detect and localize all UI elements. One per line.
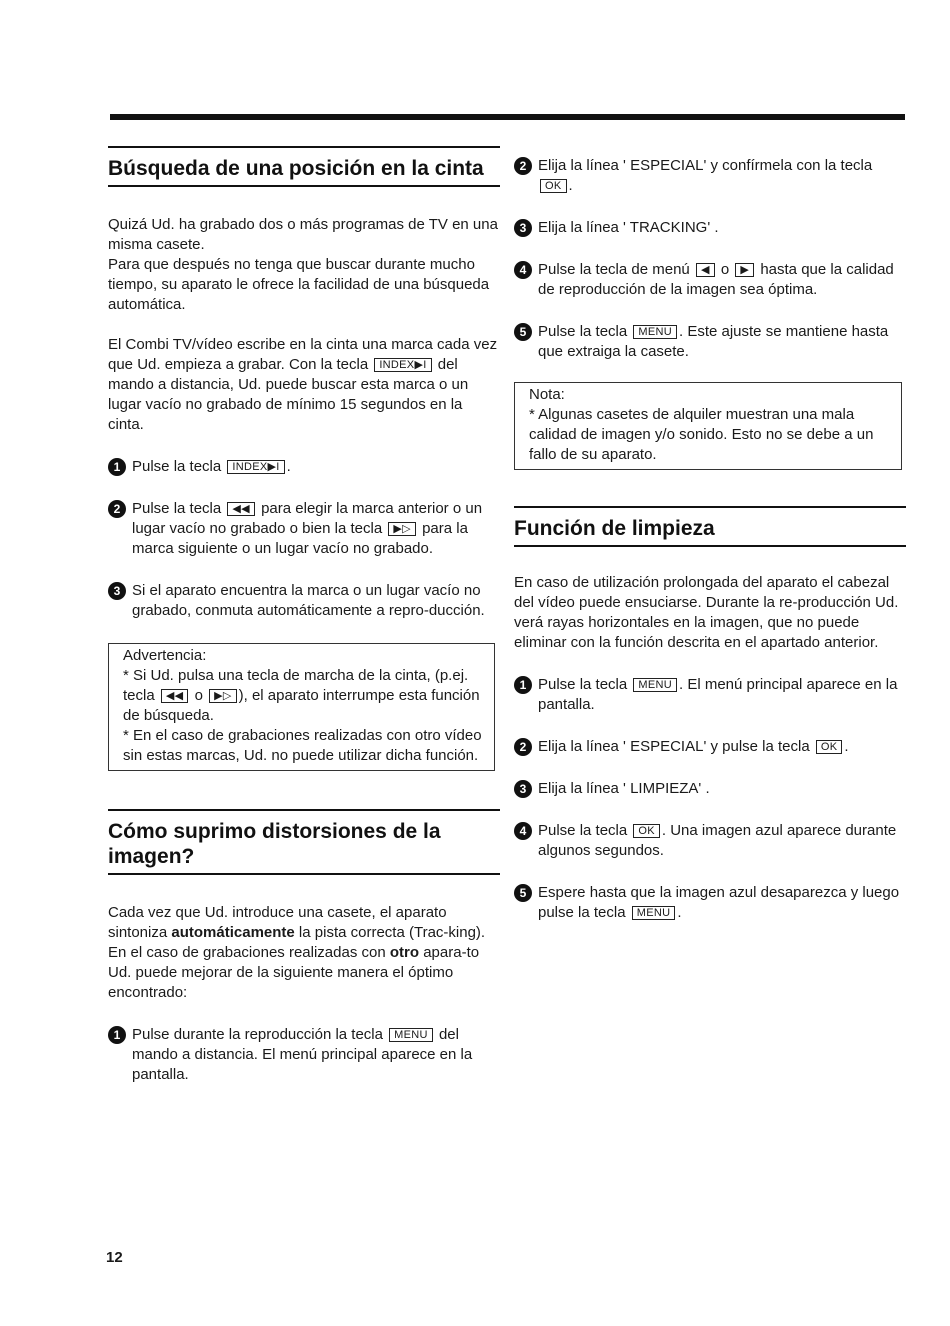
left-key-icon: ◀ (696, 263, 715, 277)
warning-box (108, 643, 495, 771)
section-rule (108, 873, 500, 875)
step-item: 5 Espere hasta que la imagen azul desaparezca y luego pulse la tecla MENU . (514, 883, 906, 923)
step-number-icon: 1 (108, 458, 126, 476)
warning-text: * En el caso de grabaciones realizadas con otro vídeo sin estas marcas, Ud. no puede utilizar dicha función. (123, 727, 482, 764)
rewind-key-icon: ◀◀ (227, 502, 255, 516)
warning-title: Advertencia: (123, 647, 207, 664)
step-item: 3 Si el aparato encuentra la marca o un lugar vacío no grabado, conmuta automáticamente a repro-ducción. (108, 581, 500, 621)
step-number-icon: 2 (514, 738, 532, 756)
step-number-icon: 3 (108, 582, 126, 600)
step-number-icon: 1 (108, 1026, 126, 1044)
note-box (514, 382, 902, 470)
section-rule (108, 185, 500, 187)
right-key-icon: ▶ (735, 263, 754, 277)
step-item: 3 Elija la línea ' TRACKING' . (514, 218, 906, 238)
paragraph: Quizá Ud. ha grabado dos o más programas de TV en una misma casete. (108, 216, 498, 253)
paragraph: El Combi TV/vídeo escribe en la cinta una marca cada vez que Ud. empieza a grabar. Con la tecla INDEX▶I del mando a distancia, Ud. puede buscar esta marca o un lugar vacío no grabado de mínimo 15 segundos en la cinta. (108, 336, 498, 433)
right-column (514, 156, 906, 923)
step-item: 3 Elija la línea ' LIMPIEZA' . (514, 779, 906, 799)
step-number-icon: 5 (514, 323, 532, 341)
menu-key-icon: MENU (633, 325, 677, 339)
section-title-limpieza: Función de limpieza (514, 517, 715, 540)
step-item: 4 Pulse la tecla OK . Una imagen azul aparece durante algunos segundos. (514, 821, 906, 861)
index-key-icon: INDEX▶I (374, 358, 431, 372)
paragraph: Para que después no tenga que buscar durante mucho tiempo, su aparato le ofrece la facilidad de una búsqueda automática. (108, 256, 490, 313)
top-rule (110, 114, 905, 120)
section-rule (514, 545, 906, 547)
page-number: 12 (106, 1249, 123, 1266)
step-number-icon: 3 (514, 780, 532, 798)
step-item: 2 Elija la línea ' ESPECIAL' y confírmela con la tecla OK . (514, 156, 906, 196)
step-number-icon: 5 (514, 884, 532, 902)
menu-key-icon: MENU (632, 906, 676, 920)
step-item: 5 Pulse la tecla MENU . Este ajuste se mantiene hasta que extraiga la casete. (514, 322, 906, 362)
step-number-icon: 3 (514, 219, 532, 237)
step-item: 1 Pulse durante la reproducción la tecla MENU del mando a distancia. El menú principal aparece en la pantalla. (108, 1025, 500, 1085)
menu-key-icon: MENU (389, 1028, 433, 1042)
section-title-busqueda: Búsqueda de una posición en la cinta (108, 157, 484, 180)
paragraph: Cada vez que Ud. introduce una casete, el aparato sintoniza automáticamente la pista correcta (Trac-king). (108, 904, 486, 941)
section-rule (108, 809, 500, 811)
step-number-icon: 4 (514, 822, 532, 840)
step-item: 4 Pulse la tecla de menú ◀ o ▶ hasta que la calidad de reproducción de la imagen sea óptima. (514, 260, 906, 300)
section-title-distorsiones: Cómo suprimo distorsiones de la imagen? (108, 820, 441, 868)
section-rule (514, 506, 906, 508)
rewind-key-icon: ◀◀ (161, 689, 189, 703)
step-item: 2 Pulse la tecla ◀◀ para elegir la marca anterior o un lugar vacío no grabado o bien la tecla ▶▷ para la marca siguiente o un lugar vacío no grabado. (108, 499, 500, 559)
step-item: 1 Pulse la tecla MENU . El menú principal aparece en la pantalla. (514, 675, 906, 715)
index-key-icon: INDEX▶I (227, 460, 284, 474)
paragraph: En el caso de grabaciones realizadas con otro apara-to Ud. puede mejorar de la siguiente manera el óptimo encontrado: (108, 944, 480, 1001)
step-number-icon: 4 (514, 261, 532, 279)
fast-forward-key-icon: ▶▷ (388, 522, 416, 536)
fast-forward-key-icon: ▶▷ (209, 689, 237, 703)
step-number-icon: 1 (514, 676, 532, 694)
paragraph: En caso de utilización prolongada del aparato el cabezal del vídeo puede ensuciarse. Durante la re-producción Ud. verá rayas horizontales en la imagen, que no puede eliminar con la función descrita en el apartado anterior. (514, 574, 899, 651)
section-rule (108, 146, 500, 148)
ok-key-icon: OK (540, 179, 567, 193)
step-number-icon: 2 (108, 500, 126, 518)
step-item: 2 Elija la línea ' ESPECIAL' y pulse la tecla OK . (514, 737, 906, 757)
left-column (108, 146, 500, 1085)
ok-key-icon: OK (633, 824, 660, 838)
ok-key-icon: OK (816, 740, 843, 754)
menu-key-icon: MENU (633, 678, 677, 692)
step-number-icon: 2 (514, 157, 532, 175)
warning-text: * Si Ud. pulsa una tecla de marcha de la cinta, (p.ej. tecla ◀◀ o ▶▷ ), el aparato interrumpe esta función de búsqueda. (123, 667, 480, 724)
note-text: * Algunas casetes de alquiler muestran una mala calidad de imagen y/o sonido. Esto no se debe a un fallo de su aparato. (529, 406, 874, 463)
step-item: 1 Pulse la tecla INDEX▶I . (108, 457, 500, 477)
note-title: Nota: (529, 386, 565, 403)
